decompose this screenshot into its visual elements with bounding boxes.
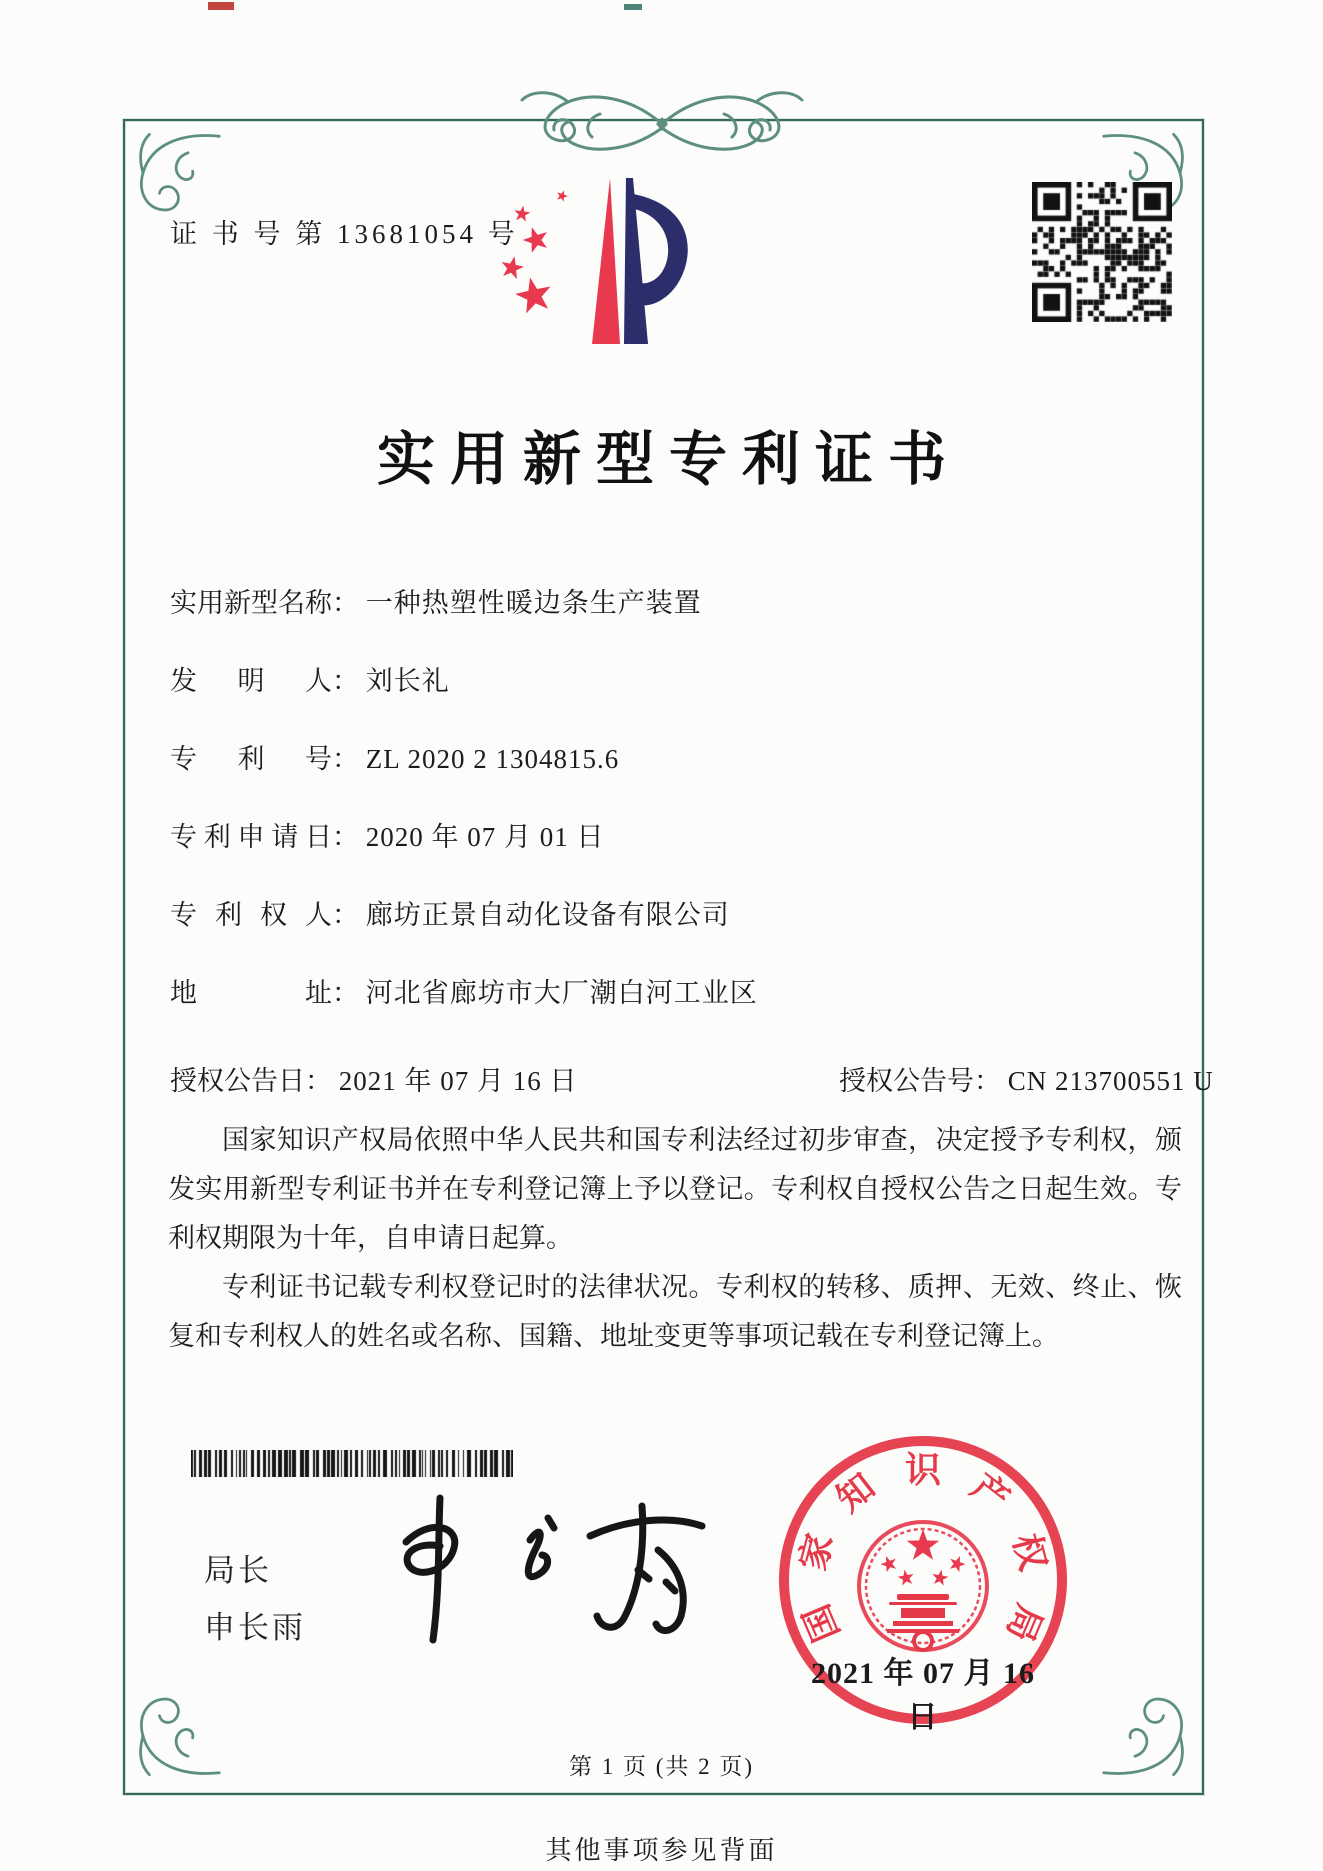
legal-paragraph: 国家知识产权局依照中华人民共和国专利法经过初步审查，决定授予专利权，颁发实用新型专利证书并在专利登记簿上予以登记。专利权自授权公告之日起生效。专利权期限为十年，自申请日起算。 (168, 1125, 1182, 1253)
inventor-name: 刘长礼 (365, 666, 450, 696)
svg-text:局: 局 (998, 1598, 1050, 1648)
certificate-number: 证 书 号 第 13681054 号 (170, 219, 519, 249)
certificate-title: 实用新型专利证书 (376, 427, 961, 492)
colon: ： (305, 1066, 332, 1096)
field-label: 专利申请日 (170, 822, 332, 852)
field-row (170, 971, 758, 1010)
colon: ： (332, 900, 359, 930)
field-row (170, 815, 605, 854)
barcode (191, 1450, 513, 1477)
cnipa-logo-icon (470, 168, 700, 350)
field-label: 专利权人 (170, 900, 332, 930)
svg-text:权: 权 (1005, 1529, 1054, 1575)
seal-date: 2021 年 07 月 16 日 (811, 1657, 1035, 1734)
svg-text:家: 家 (792, 1529, 841, 1575)
patentee-address: 河北省廊坊市大厂潮白河工业区 (365, 978, 758, 1008)
scan-artifact (624, 4, 642, 10)
application-date: 2020 年 07 月 01 日 (365, 822, 605, 852)
field-label: 实用新型名称 (170, 588, 332, 618)
field-row (170, 581, 702, 620)
scan-artifact (208, 2, 234, 10)
grant-number-value: CN 213700551 U (1007, 1066, 1214, 1096)
signer-title: 局长 (204, 1553, 272, 1588)
patent-number: ZL 2020 2 1304815.6 (365, 744, 620, 774)
colon: ： (332, 744, 359, 774)
legal-text (168, 1116, 1182, 1361)
grant-date-label: 授权公告日 (170, 1066, 305, 1096)
svg-text:产: 产 (963, 1466, 1017, 1520)
colon: ： (332, 978, 359, 1008)
director-signature-icon (378, 1488, 728, 1668)
grant-row (170, 1059, 1214, 1098)
field-label: 专利号 (170, 744, 332, 774)
page-number: 第 1 页 (共 2 页) (568, 1754, 755, 1779)
signer-block (204, 1542, 306, 1656)
colon: ： (974, 1066, 1001, 1096)
svg-text:知: 知 (829, 1466, 883, 1520)
svg-text:国: 国 (796, 1598, 848, 1648)
svg-text:识: 识 (904, 1450, 942, 1490)
signer-name: 申长雨 (204, 1610, 306, 1645)
field-label: 发明人 (170, 666, 332, 696)
colon: ： (332, 588, 359, 618)
colon: ： (332, 822, 359, 852)
grant-date-value: 2021 年 07 月 16 日 (338, 1066, 578, 1096)
field-row (170, 737, 619, 776)
field-row (170, 659, 450, 698)
field-label: 地址 (170, 978, 332, 1008)
qr-code (1032, 182, 1172, 322)
patentee-name: 廊坊正景自动化设备有限公司 (365, 900, 730, 930)
grant-number-label: 授权公告号 (839, 1066, 974, 1096)
legal-paragraph: 专利证书记载专利权登记时的法律状况。专利权的转移、质押、无效、终止、恢复和专利权人的姓名或名称、国籍、地址变更等事项记载在专利登记簿上。 (168, 1272, 1182, 1351)
back-note: 其他事项参见背面 (545, 1836, 778, 1865)
field-row (170, 893, 730, 932)
colon: ： (332, 666, 359, 696)
utility-model-name: 一种热塑性暖边条生产装置 (365, 588, 702, 618)
